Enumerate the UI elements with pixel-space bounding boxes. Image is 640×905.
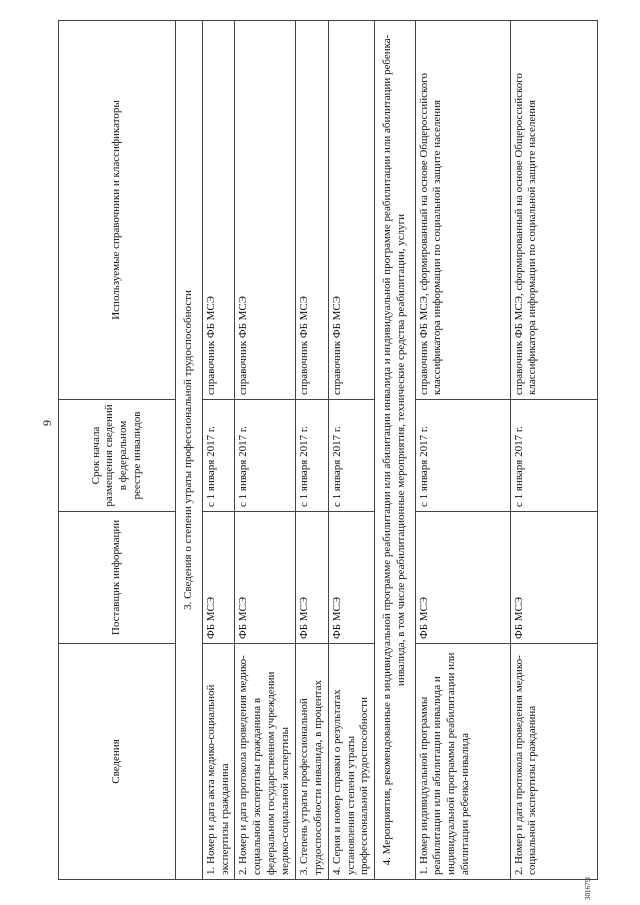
row-deadline: с 1 января 2017 г. bbox=[235, 400, 296, 512]
row-deadline: с 1 января 2017 г. bbox=[296, 400, 329, 512]
row-deadline: с 1 января 2017 г. bbox=[202, 400, 235, 512]
section-4-title: 4. Мероприятия, рекомендованные в индивидуальной программе реабилитации или абилитации инвалида и индивидуальной программе реабилитации или абилитации ребенка-инвалида, в том числе реабилитационные мероприятия, технические средства реабилитации, услуги bbox=[375, 21, 416, 880]
page-number: 9 bbox=[40, 420, 54, 426]
row-deadline: с 1 января 2017 г. bbox=[415, 400, 510, 512]
rotated-table-container bbox=[58, 20, 623, 880]
row-info: 1. Номер индивидуальной программы реабилитации или абилитации инвалида и индивидуальной программы реабилитации или абилитации ребенка-инвалида bbox=[415, 644, 510, 880]
document-id: 301679l bbox=[584, 877, 592, 900]
row-info: 3. Степень утраты профессиональной трудоспособности инвалида, в процентах bbox=[296, 644, 329, 880]
row-provider: ФБ МСЭ bbox=[510, 512, 597, 644]
row-info: 1. Номер и дата акта медико-социальной экспертизы гражданина bbox=[202, 644, 235, 880]
row-reference: справочник ФБ МСЭ bbox=[202, 21, 235, 400]
info-table bbox=[58, 20, 598, 880]
section-4-title-row bbox=[375, 21, 416, 880]
row-reference: справочник ФБ МСЭ, сформированный на основе Общероссийского классификатора информации по социальной защите населения bbox=[510, 21, 597, 400]
row-deadline: с 1 января 2017 г. bbox=[510, 400, 597, 512]
row-provider: ФБ МСЭ bbox=[202, 512, 235, 644]
header-provider: Поставщик информации bbox=[59, 512, 176, 644]
row-deadline: с 1 января 2017 г. bbox=[328, 400, 374, 512]
row-reference: справочник ФБ МСЭ, сформированный на основе Общероссийского классификатора информации по социальной защите населения bbox=[415, 21, 510, 400]
row-reference: справочник ФБ МСЭ bbox=[235, 21, 296, 400]
section-3-title-row bbox=[176, 21, 203, 880]
section-3-title: 3. Сведения о степени утраты профессиональной трудоспособности bbox=[176, 21, 203, 880]
table-row bbox=[328, 21, 374, 880]
row-provider: ФБ МСЭ bbox=[235, 512, 296, 644]
row-provider: ФБ МСЭ bbox=[415, 512, 510, 644]
row-reference: справочник ФБ МСЭ bbox=[296, 21, 329, 400]
table-row bbox=[202, 21, 235, 880]
row-provider: ФБ МСЭ bbox=[328, 512, 374, 644]
row-reference: справочник ФБ МСЭ bbox=[328, 21, 374, 400]
table-row bbox=[296, 21, 329, 880]
row-info: 2. Номер и дата протокола проведения медико-социальной экспертизы гражданина bbox=[510, 644, 597, 880]
table-header-row bbox=[59, 21, 176, 880]
table-row bbox=[415, 21, 510, 880]
row-info: 4. Серия и номер справки о результатах установления степени утраты профессиональной трудоспособности bbox=[328, 644, 374, 880]
row-info: 2. Номер и дата протокола проведения медико-социальной экспертизы гражданина в федеральном государственном учреждении медико-социальной экспертизы bbox=[235, 644, 296, 880]
header-reference: Используемые справочники и классификаторы bbox=[59, 21, 176, 400]
table-row bbox=[510, 21, 597, 880]
header-info: Сведения bbox=[59, 644, 176, 880]
row-provider: ФБ МСЭ bbox=[296, 512, 329, 644]
header-deadline: Срок начала размещения сведений в федеральном реестре инвалидов bbox=[59, 400, 176, 512]
table-row bbox=[235, 21, 296, 880]
